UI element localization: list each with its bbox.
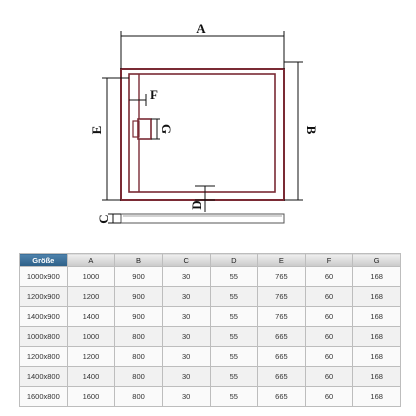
table-cell-a: 1000 bbox=[67, 267, 115, 287]
dim-g-label: G bbox=[159, 123, 174, 135]
table-cell-d: 55 bbox=[210, 367, 258, 387]
table-cell-g: 168 bbox=[353, 367, 401, 387]
dim-b-label: B bbox=[304, 125, 319, 135]
table-cell-c: 30 bbox=[162, 347, 210, 367]
table-cell-a: 1400 bbox=[67, 307, 115, 327]
table-row bbox=[20, 287, 401, 307]
table-cell-g: 168 bbox=[353, 307, 401, 327]
table-cell-a: 1400 bbox=[67, 367, 115, 387]
column-header-c: C bbox=[162, 254, 210, 267]
dim-f-label: F bbox=[150, 87, 158, 102]
table-cell-e: 665 bbox=[258, 387, 306, 407]
table-cell-f: 60 bbox=[305, 387, 353, 407]
table-cell-a: 1200 bbox=[67, 347, 115, 367]
drain-outlet bbox=[138, 119, 151, 139]
table-cell-size: 1400x800 bbox=[20, 367, 68, 387]
dim-c-label: C bbox=[96, 214, 111, 224]
table-cell-e: 765 bbox=[258, 287, 306, 307]
table-header-row bbox=[20, 254, 401, 267]
table-cell-d: 55 bbox=[210, 347, 258, 367]
table-cell-e: 765 bbox=[258, 307, 306, 327]
table-cell-b: 800 bbox=[115, 327, 163, 347]
table-body bbox=[20, 267, 401, 407]
table-cell-d: 55 bbox=[210, 287, 258, 307]
table-row bbox=[20, 307, 401, 327]
column-header-size: Größe bbox=[20, 254, 68, 267]
table-cell-d: 55 bbox=[210, 267, 258, 287]
tray-side-profile bbox=[121, 214, 284, 223]
table-cell-f: 60 bbox=[305, 327, 353, 347]
table-cell-c: 30 bbox=[162, 307, 210, 327]
table-cell-b: 800 bbox=[115, 347, 163, 367]
table-cell-g: 168 bbox=[353, 287, 401, 307]
table-cell-f: 60 bbox=[305, 307, 353, 327]
column-header-e: E bbox=[258, 254, 306, 267]
table-cell-size: 1400x900 bbox=[20, 307, 68, 327]
table-cell-size: 1600x800 bbox=[20, 387, 68, 407]
table-cell-f: 60 bbox=[305, 347, 353, 367]
table-row bbox=[20, 347, 401, 367]
table-cell-c: 30 bbox=[162, 267, 210, 287]
table-cell-c: 30 bbox=[162, 327, 210, 347]
dim-e-label: E bbox=[89, 125, 104, 135]
table-cell-d: 55 bbox=[210, 307, 258, 327]
dim-d-label: D bbox=[189, 200, 204, 210]
table-cell-a: 1600 bbox=[67, 387, 115, 407]
table-cell-g: 168 bbox=[353, 387, 401, 407]
table-cell-c: 30 bbox=[162, 367, 210, 387]
column-header-b: B bbox=[115, 254, 163, 267]
table-cell-a: 1200 bbox=[67, 287, 115, 307]
table-cell-size: 1000x800 bbox=[20, 327, 68, 347]
table-cell-size: 1200x900 bbox=[20, 287, 68, 307]
column-header-g: G bbox=[353, 254, 401, 267]
table-row bbox=[20, 387, 401, 407]
table-cell-b: 800 bbox=[115, 367, 163, 387]
table-cell-g: 168 bbox=[353, 327, 401, 347]
column-header-a: A bbox=[67, 254, 115, 267]
table-cell-d: 55 bbox=[210, 387, 258, 407]
dim-a-label: A bbox=[196, 21, 206, 36]
table-cell-e: 765 bbox=[258, 267, 306, 287]
table-row bbox=[20, 327, 401, 347]
column-header-f: F bbox=[305, 254, 353, 267]
table-cell-b: 900 bbox=[115, 287, 163, 307]
table-cell-c: 30 bbox=[162, 287, 210, 307]
table-cell-size: 1200x800 bbox=[20, 347, 68, 367]
table-cell-size: 1000x900 bbox=[20, 267, 68, 287]
table-cell-f: 60 bbox=[305, 367, 353, 387]
table-cell-f: 60 bbox=[305, 287, 353, 307]
table-row bbox=[20, 267, 401, 287]
table-cell-b: 900 bbox=[115, 307, 163, 327]
table-cell-b: 900 bbox=[115, 267, 163, 287]
table-cell-b: 800 bbox=[115, 387, 163, 407]
table-row bbox=[20, 367, 401, 387]
table-cell-g: 168 bbox=[353, 267, 401, 287]
table-cell-e: 665 bbox=[258, 327, 306, 347]
column-header-d: D bbox=[210, 254, 258, 267]
table-cell-g: 168 bbox=[353, 347, 401, 367]
table-cell-f: 60 bbox=[305, 267, 353, 287]
table-cell-e: 665 bbox=[258, 347, 306, 367]
dimension-table bbox=[19, 253, 401, 407]
table-cell-e: 665 bbox=[258, 367, 306, 387]
table-cell-d: 55 bbox=[210, 327, 258, 347]
table-cell-a: 1000 bbox=[67, 327, 115, 347]
table-cell-c: 30 bbox=[162, 387, 210, 407]
